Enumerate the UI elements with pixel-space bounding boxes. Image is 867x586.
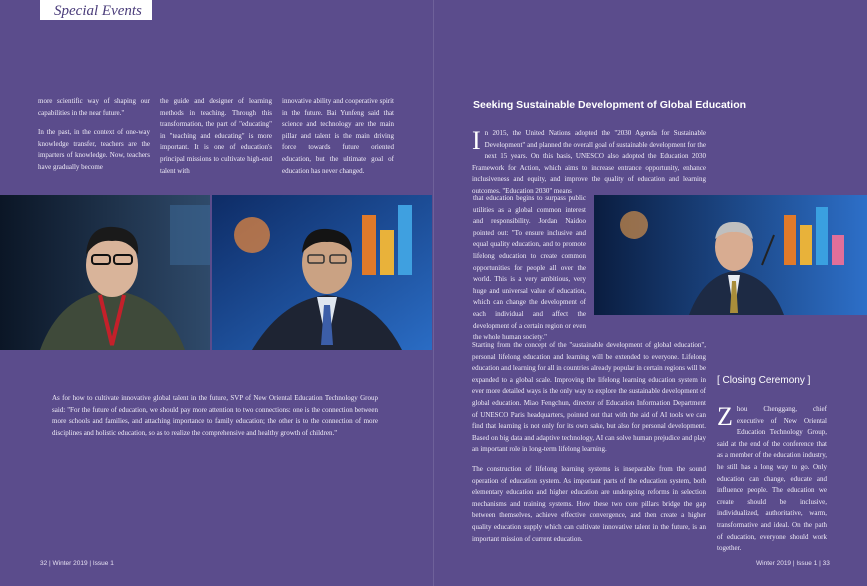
speaker-photo-left [0, 195, 210, 350]
paragraph: the guide and designer of learning methods in teaching. Through this transformation, the part of "educating" in "teaching and educating" is more important. It is one of education's principal missions to cultivate high-end talent with [160, 97, 272, 175]
page-spine [433, 0, 434, 586]
paragraph: Starting from the concept of the "sustainable development of global education", personal lifelong education and learning will be extended to everyone. Lifelong education and learning for all in countries already popular in certain regions will be expanded to a global scale. Improving the lifelong learning education system in ever more detailed ways is the only way to explore the sustainable development of global education. Miao Fengchun, director of Education Information Department of UNESCO Paris headquarters, pointed out that with the aid of AI tools we can find that learning is not only for its own sake, but also for personal development. Based on big data and adaptive technology, AI can solve human prejudice and play an important role in long-term lifelong learning. [472, 341, 706, 454]
closing-paragraph-block [717, 404, 827, 555]
left-column-3 [282, 96, 394, 185]
dropcap: I [472, 126, 481, 155]
paragraph: As for how to cultivate innovative global talent in the future, SVP of New Oriental Education Technology Group said: "For the future of education, we should pay more attention to two connections: one is the connection between more schools and families, and attaching importance to family education; the other is to the connection of more disciplines and holistic education, so as to realize the comprehensive and healthy growth of children." [52, 394, 378, 437]
speaker-illustration-center [212, 195, 432, 350]
right-page-footer: Winter 2019 | Issue 1 | 33 [756, 560, 830, 567]
closing-dropcap: Z [717, 402, 733, 431]
narrow-paragraph-block [473, 193, 586, 352]
intro-paragraph-block [472, 128, 706, 198]
paragraph: more scientific way of shaping our capabilities in the near future." [38, 97, 150, 117]
left-column-2 [160, 96, 272, 185]
left-column-1 [38, 96, 150, 182]
paragraph: that education begins to surpass public utilities as a global common interest and responsibility. Jordan Naidoo pointed out: "To ensure inclusive and equal quality education, and to promote lifelong education to create common opportunities for people all over the world. This is a very ambitious, very huge and universal value of education, which can change the development of each individual and affect the development of a certain region or even the whole human society." [473, 194, 586, 342]
speaker-illustration-left [0, 195, 210, 350]
intro-paragraph: n 2015, the United Nations adopted the "2030 Agenda for Sustainable Development" and planned the overall goal of sustainable development for the next 15 years. On this basis, UNESCO also adopted the Education 2030 Framework for Action, which aims to increase entrance opportunity, enhance inclusiveness and equity, and improve the quality of education and learning outcomes. "Education 2030" means [472, 129, 706, 195]
speaker-illustration-right [594, 195, 867, 315]
closing-paragraph: hou Chenggang, chief executive of New Oriental Education Technology Group, said at the end of the conference that as a member of the education industry, he still has a long way to go. Only education can change, educate and influence people. The education we create should be inclusive, individualized, authoritative, warm, transformative and ideal. On the path of education, everyone should work together. [717, 405, 827, 553]
section-title: Seeking Sustainable Development of Global Education [473, 99, 747, 111]
paragraph: The construction of lifelong learning systems is inseparable from the sound operation of education system. As important parts of the education system, both elementary education and higher education are undergoing reforms in selection mechanisms and training systems. How these two core pillars bridge the gap between themselves, achieve effective convergence, and then create a higher quality education supply which can cultivate innovative talent in the future, is an important mission of current education. [472, 464, 706, 543]
left-page-footer: 32 | Winter 2019 | Issue 1 [40, 560, 114, 567]
left-lower-column [52, 393, 378, 447]
speaker-photo-right [594, 195, 867, 315]
paragraph: In the past, in the context of one-way knowledge transfer, teachers are the imparters of knowledge. Now, teachers have gradually become [38, 128, 150, 171]
body-column [472, 340, 706, 553]
paragraph: innovative ability and cooperative spirit in the future. Bai Yunfeng said that science and technology are the main pillar and talent is the main driving force towards future oriented education, but the ultimate goal of education has never changed. [282, 97, 394, 175]
speaker-photo-center [212, 195, 432, 350]
section-tag: Special Events [40, 0, 152, 20]
closing-ceremony-heading: [ Closing Ceremony ] [717, 375, 811, 386]
